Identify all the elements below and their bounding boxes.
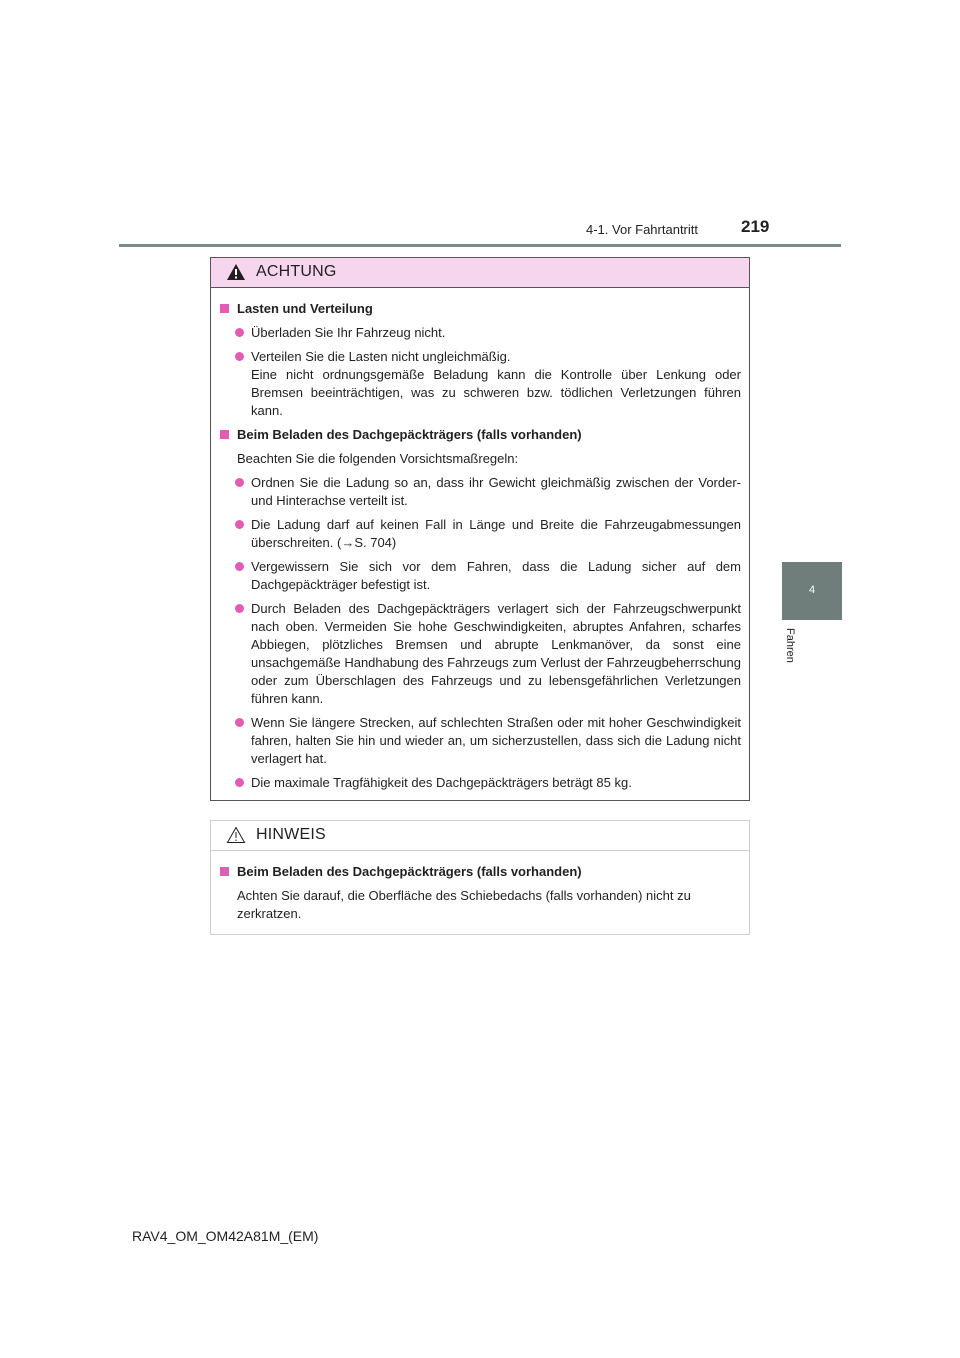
section-heading: Beim Beladen des Dachgepäckträgers (falls vorhanden) [219, 426, 741, 444]
header-divider [119, 244, 841, 247]
warning-body [211, 288, 749, 792]
warning-box [210, 257, 750, 801]
list-item: Verteilen Sie die Lasten nicht ungleichmäßig. Eine nicht ordnungsgemäße Beladung kann die Kontrolle über Lenkung oder Bremsen beeinträchtigen, was zu schweren bzw. tödlichen Verletzungen führen kann. [219, 348, 741, 420]
list-item: Durch Beladen des Dachgepäckträgers verlagert sich der Fahrzeugschwerpunkt nach oben. Vermeiden Sie hohe Geschwindigkeiten, abruptes Anfahren, scharfes Abbiegen, plötzliches Bremsen und abrupte Lenkmanöver, da sonst eine unsachgemäße Handhabung des Fahrzeugs zum Verlust der Fahrzeugbeherrschung oder zum Überschlagen des Fahrzeugs und zu lebensgefährlichen Verletzungen führen kann. [219, 600, 741, 708]
round-bullet-icon [235, 352, 244, 361]
round-bullet-icon [235, 604, 244, 613]
chapter-tab [782, 562, 842, 620]
list-item: Ordnen Sie die Ladung so an, dass ihr Gewicht gleichmäßig zwischen der Vorder- und Hinterachse verteilt ist. [219, 474, 741, 510]
section-heading: Lasten und Verteilung [219, 300, 741, 318]
list-item: Die Ladung darf auf keinen Fall in Länge und Breite die Fahrzeugabmessungen überschreiten. (→S. 704) [219, 516, 741, 552]
notice-title: HINWEIS [256, 826, 326, 843]
notice-box [210, 820, 750, 935]
notice-body [211, 851, 749, 923]
warning-triangle-outline-icon [226, 826, 246, 844]
list-item: Überladen Sie Ihr Fahrzeug nicht. [219, 324, 741, 342]
notice-header [211, 821, 749, 851]
round-bullet-icon [235, 478, 244, 487]
round-bullet-icon [235, 562, 244, 571]
section-intro: Beachten Sie die folgenden Vorsichtsmaßregeln: [237, 451, 519, 466]
round-bullet-icon [235, 328, 244, 337]
round-bullet-icon [235, 520, 244, 529]
document-code: RAV4_OM_OM42A81M_(EM) [132, 1228, 319, 1244]
list-item: Vergewissern Sie sich vor dem Fahren, dass die Ladung sicher auf dem Dachgepäckträger befestigt ist. [219, 558, 741, 594]
warning-title: ACHTUNG [256, 263, 337, 280]
round-bullet-icon [235, 718, 244, 727]
list-item: Die maximale Tragfähigkeit des Dachgepäckträgers beträgt 85 kg. [219, 774, 741, 792]
section-heading: Beim Beladen des Dachgepäckträgers (falls vorhanden) [219, 863, 741, 881]
round-bullet-icon [235, 778, 244, 787]
page-number: 219 [741, 217, 770, 236]
square-bullet-icon [220, 430, 229, 439]
warning-header [211, 258, 749, 288]
chapter-label: Fahren [784, 628, 796, 663]
square-bullet-icon [220, 304, 229, 313]
chapter-number: 4 [808, 584, 816, 596]
square-bullet-icon [220, 867, 229, 876]
warning-triangle-filled-icon [226, 263, 246, 281]
list-item: Wenn Sie längere Strecken, auf schlechten Straßen oder mit hoher Geschwindigkeit fahren, halten Sie hin und wieder an, um sicherzustellen, dass sich die Ladung nicht verlagert hat. [219, 714, 741, 768]
notice-text: Achten Sie darauf, die Oberfläche des Schiebedachs (falls vorhanden) nicht zu zerkratzen. [237, 888, 691, 921]
section-title: 4-1. Vor Fahrtantritt [586, 222, 698, 237]
chapter-label-container [784, 628, 804, 672]
